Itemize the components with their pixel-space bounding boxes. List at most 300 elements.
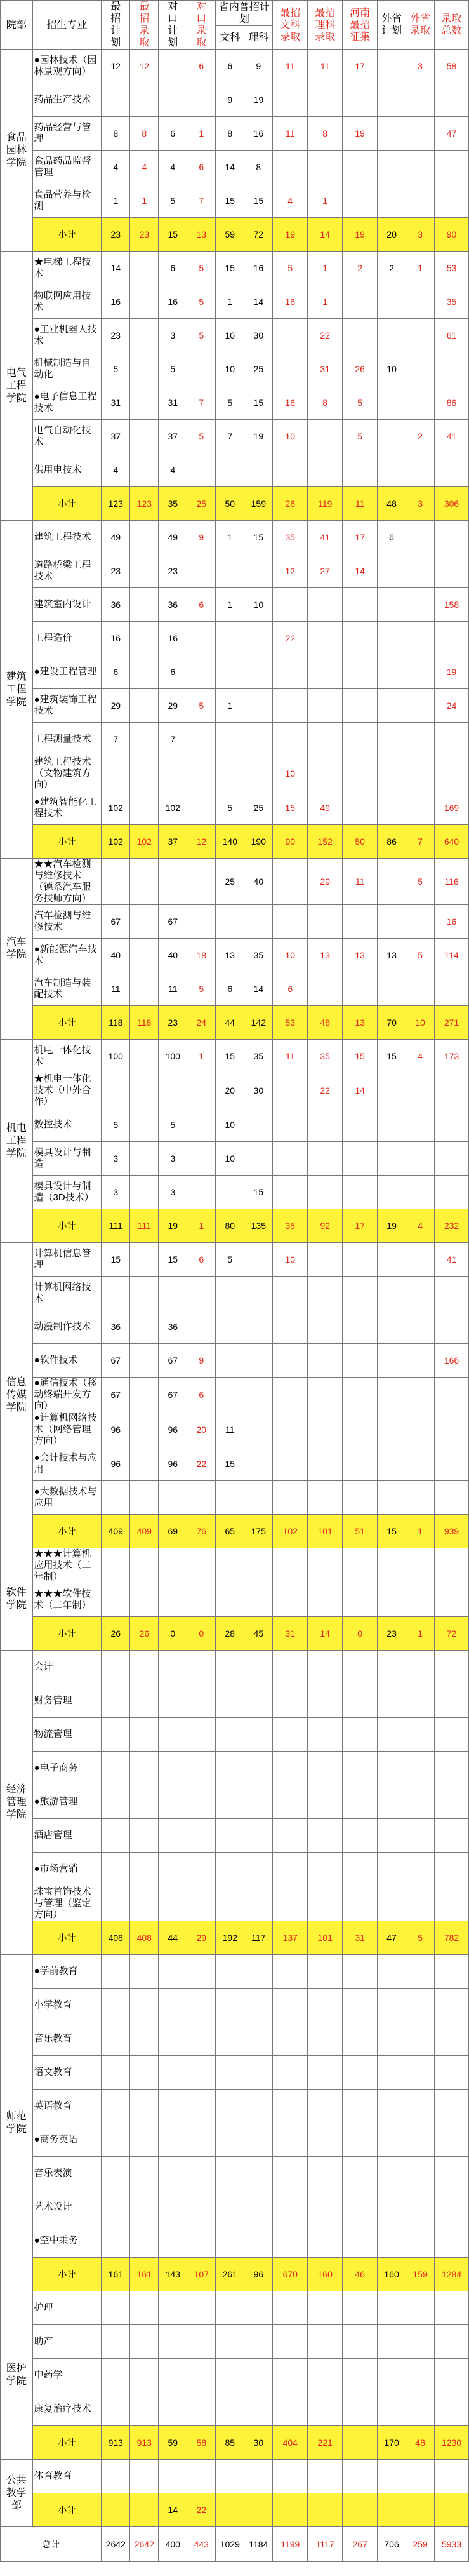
cell-value [406, 2022, 435, 2056]
major-name: 工程造价 [32, 622, 102, 655]
cell-value [343, 2392, 378, 2426]
cell-value [406, 1886, 435, 1921]
grand-total-value: 5933 [435, 2527, 469, 2562]
subtotal-value: 161 [130, 2258, 159, 2291]
cell-value [187, 2022, 216, 2056]
cell-value [343, 1853, 378, 1886]
cell-value [308, 2123, 343, 2157]
cell-value: 20 [216, 1073, 244, 1108]
subtotal-value [216, 2493, 244, 2527]
subtotal-label: 小计 [32, 1921, 102, 1955]
cell-value [378, 2224, 406, 2258]
cell-value: 100 [102, 1040, 130, 1073]
header-line: 外省 [381, 13, 402, 24]
cell-value [343, 453, 378, 487]
cell-value [378, 1785, 406, 1819]
table-row [1, 117, 469, 151]
cell-value [378, 1684, 406, 1718]
cell-value: 13 [378, 939, 406, 972]
cell-value: 4 [273, 184, 308, 218]
cell-value [244, 453, 273, 487]
cell-value [406, 655, 435, 689]
cell-value [216, 1819, 244, 1853]
cell-value [159, 1481, 187, 1515]
major-name: 模具设计与制造 [32, 1142, 102, 1176]
cell-value: 35 [244, 1040, 273, 1073]
table-row [1, 420, 469, 453]
cell-value [244, 1651, 273, 1684]
cell-value [102, 2090, 130, 2123]
cell-value [130, 2359, 159, 2392]
cell-value [308, 1989, 343, 2022]
cell-value [343, 1412, 378, 1447]
cell-value [216, 622, 244, 655]
cell-value: 19 [244, 83, 273, 117]
cell-value [216, 905, 244, 939]
cell-value [130, 905, 159, 939]
header-line: 录取 [410, 25, 431, 36]
subtotal-value: 159 [244, 487, 273, 521]
cell-value [130, 1819, 159, 1853]
cell-value [435, 2325, 469, 2359]
cell-value: 19 [435, 655, 469, 689]
cell-value: 15 [102, 1243, 130, 1277]
grand-total-value: 706 [378, 2527, 406, 2562]
subtotal-value: 14 [159, 2493, 187, 2527]
cell-value [102, 1073, 130, 1108]
cell-value: 6 [187, 588, 216, 622]
major-name: 建筑工程技术（文物建筑方向） [32, 756, 102, 791]
cell-value: 3 [159, 1142, 187, 1176]
cell-value [406, 1310, 435, 1344]
cell-value [435, 972, 469, 1006]
cell-value [273, 2056, 308, 2090]
cell-value [378, 1955, 406, 1989]
cell-value [343, 1886, 378, 1921]
subtotal-value: 408 [102, 1921, 130, 1955]
cell-value [244, 905, 273, 939]
cell-value [102, 1752, 130, 1785]
cell-value: 3 [159, 1176, 187, 1209]
cell-value: 27 [308, 554, 343, 588]
major-name: ●建筑装饰工程技术 [32, 689, 102, 723]
college-name: 师范学院 [1, 1955, 33, 2291]
cell-value [244, 2325, 273, 2359]
cell-value [435, 2056, 469, 2090]
subtotal-value: 85 [216, 2426, 244, 2460]
cell-value [159, 2392, 187, 2426]
subtotal-value: 404 [273, 2426, 308, 2460]
college-name: 软件学院 [1, 1548, 33, 1651]
cell-value [159, 2056, 187, 2090]
major-name: ●园林技术（园林景观方向） [32, 50, 102, 83]
subtotal-value: 111 [130, 1209, 159, 1243]
table-row [1, 83, 469, 117]
cell-value [130, 1548, 159, 1583]
cell-value: 41 [435, 1243, 469, 1277]
header-line: 招 [139, 13, 150, 24]
cell-value [216, 554, 244, 588]
cell-value: 19 [343, 117, 378, 151]
subtotal-value: 69 [159, 1515, 187, 1548]
cell-value [273, 1277, 308, 1310]
cell-value: 166 [435, 1344, 469, 1378]
cell-value [435, 453, 469, 487]
major-name: 道路桥梁工程技术 [32, 554, 102, 588]
cell-value [308, 1108, 343, 1142]
cell-value [216, 723, 244, 756]
cell-value [102, 1684, 130, 1718]
subtotal-value: 137 [273, 1921, 308, 1955]
cell-value: 58 [435, 50, 469, 83]
cell-value: 10 [273, 1243, 308, 1277]
cell-value [273, 1886, 308, 1921]
cell-value [130, 1989, 159, 2022]
cell-value [187, 1718, 216, 1752]
table-row [1, 1752, 469, 1785]
subtotal-value: 19 [378, 1209, 406, 1243]
cell-value [130, 1176, 159, 1209]
cell-value [378, 2291, 406, 2325]
cell-value [273, 83, 308, 117]
cell-value [159, 2359, 187, 2392]
subtotal-label: 小计 [32, 2426, 102, 2460]
cell-value [273, 588, 308, 622]
cell-value [308, 1481, 343, 1515]
cell-value [378, 1176, 406, 1209]
table-row [1, 1886, 469, 1921]
cell-value [187, 2359, 216, 2392]
header-dk-plan [159, 1, 187, 50]
cell-value [378, 386, 406, 420]
cell-value [187, 2460, 216, 2493]
cell-value: 67 [159, 1344, 187, 1378]
cell-value [378, 791, 406, 825]
cell-value: 11 [273, 50, 308, 83]
cell-value [130, 1378, 159, 1412]
cell-value [435, 723, 469, 756]
cell-value [244, 1412, 273, 1447]
cell-value: 1 [308, 184, 343, 218]
cell-value [308, 1412, 343, 1447]
major-name: ●旅游管理 [32, 1785, 102, 1819]
major-name: 珠宝首饰技术与管理（鉴定方向） [32, 1886, 102, 1921]
cell-value: 22 [273, 622, 308, 655]
subtotal-value: 17 [343, 1209, 378, 1243]
cell-value [102, 83, 130, 117]
cell-value [378, 905, 406, 939]
cell-value [130, 1684, 159, 1718]
cell-value [216, 1886, 244, 1921]
cell-value [102, 1819, 130, 1853]
cell-value [130, 2123, 159, 2157]
cell-value [273, 1853, 308, 1886]
subtotal-label: 小计 [32, 1209, 102, 1243]
cell-value: 5 [216, 1243, 244, 1277]
cell-value: 41 [308, 521, 343, 554]
cell-value: 173 [435, 1040, 469, 1073]
cell-value [378, 2056, 406, 2090]
subtotal-value: 118 [102, 1006, 130, 1040]
major-name: 动漫制作技术 [32, 1310, 102, 1344]
cell-value [406, 386, 435, 420]
cell-value [130, 1040, 159, 1073]
cell-value [273, 1752, 308, 1785]
cell-value: 10 [216, 319, 244, 352]
cell-value [187, 1481, 216, 1515]
cell-value [308, 588, 343, 622]
cell-value [216, 2460, 244, 2493]
cell-value: 15 [244, 386, 273, 420]
major-name: 英语教育 [32, 2090, 102, 2123]
cell-value [216, 2392, 244, 2426]
header-line: 计划 [381, 25, 402, 36]
cell-value [216, 2022, 244, 2056]
cell-value [102, 1548, 130, 1583]
cell-value [159, 756, 187, 791]
cell-value: 18 [187, 939, 216, 972]
subtotal-value: 1 [406, 1617, 435, 1651]
cell-value [159, 1651, 187, 1684]
cell-value [130, 352, 159, 386]
cell-value [244, 1344, 273, 1378]
cell-value [273, 1684, 308, 1718]
cell-value [159, 1718, 187, 1752]
cell-value [378, 1344, 406, 1378]
table-row [1, 1684, 469, 1718]
cell-value: 6 [187, 1243, 216, 1277]
cell-value: 14 [244, 285, 273, 319]
cell-value: 36 [159, 1310, 187, 1344]
cell-value [343, 2325, 378, 2359]
cell-value [435, 1886, 469, 1921]
cell-value [244, 2056, 273, 2090]
table-row [1, 1447, 469, 1481]
subtotal-value [308, 2493, 343, 2527]
cell-value: 15 [159, 1243, 187, 1277]
cell-value [244, 723, 273, 756]
subtotal-value [406, 2493, 435, 2527]
cell-value: 3 [102, 1142, 130, 1176]
cell-value [343, 2022, 378, 2056]
cell-value [130, 689, 159, 723]
header-line: 最招 [280, 7, 301, 18]
cell-value [343, 1176, 378, 1209]
cell-value: 11 [273, 117, 308, 151]
cell-value [187, 1651, 216, 1684]
cell-value [102, 2123, 130, 2157]
cell-value [159, 2460, 187, 2493]
cell-value [273, 1819, 308, 1853]
cell-value [406, 1073, 435, 1108]
cell-value [435, 1583, 469, 1617]
cell-value [216, 2123, 244, 2157]
cell-value [102, 2056, 130, 2090]
cell-value [378, 2359, 406, 2392]
cell-value [187, 2056, 216, 2090]
subtotal-value: 86 [378, 825, 406, 859]
subtotal-value: 7 [406, 825, 435, 859]
cell-value: 15 [216, 184, 244, 218]
cell-value [159, 2090, 187, 2123]
cell-value: 9 [187, 521, 216, 554]
cell-value: 2 [406, 420, 435, 453]
cell-value [406, 1142, 435, 1176]
cell-value [273, 1108, 308, 1142]
cell-value: 5 [102, 1108, 130, 1142]
cell-value [244, 1447, 273, 1481]
cell-value: 67 [159, 905, 187, 939]
cell-value [308, 1785, 343, 1819]
cell-value [273, 2460, 308, 2493]
cell-value [343, 1651, 378, 1684]
cell-value [273, 2325, 308, 2359]
subtotal-value [343, 2493, 378, 2527]
cell-value [378, 2392, 406, 2426]
subtotal-value: 101 [308, 1515, 343, 1548]
grand-total-value: 2642 [130, 2527, 159, 2562]
cell-value [130, 939, 159, 972]
cell-value [244, 1785, 273, 1819]
major-name: 供用电技术 [32, 453, 102, 487]
subtotal-value: 1 [187, 1209, 216, 1243]
cell-value [435, 2392, 469, 2426]
table-row [1, 386, 469, 420]
cell-value [378, 1583, 406, 1617]
cell-value [308, 1752, 343, 1785]
cell-value [406, 791, 435, 825]
subtotal-value: 23 [159, 1006, 187, 1040]
cell-value: 29 [159, 689, 187, 723]
cell-value [187, 1548, 216, 1583]
cell-value [244, 1853, 273, 1886]
cell-value [435, 756, 469, 791]
cell-value [378, 1412, 406, 1447]
subtotal-label: 小计 [32, 1515, 102, 1548]
table-row [1, 1378, 469, 1412]
cell-value [273, 1073, 308, 1108]
cell-value: 8 [244, 151, 273, 184]
header-line: 招 [110, 13, 121, 24]
cell-value [130, 521, 159, 554]
table-row [1, 1412, 469, 1447]
major-name: 会计 [32, 1651, 102, 1684]
cell-value [130, 1412, 159, 1447]
cell-value [308, 756, 343, 791]
table-row [1, 1989, 469, 2022]
cell-value [244, 1310, 273, 1344]
subtotal-row [1, 2493, 469, 2527]
cell-value [244, 1819, 273, 1853]
cell-value [130, 420, 159, 453]
cell-value [130, 2291, 159, 2325]
cell-value [187, 1989, 216, 2022]
cell-value [343, 1989, 378, 2022]
major-name: 建筑室内设计 [32, 588, 102, 622]
cell-value: 5 [187, 972, 216, 1006]
cell-value: 61 [435, 319, 469, 352]
cell-value: 11 [308, 50, 343, 83]
subtotal-value [130, 2493, 159, 2527]
cell-value [378, 1989, 406, 2022]
cell-value: 8 [102, 117, 130, 151]
table-row [1, 50, 469, 83]
cell-value [435, 1447, 469, 1481]
table-row [1, 1310, 469, 1344]
cell-value: 4 [130, 151, 159, 184]
major-name: 药品经营与管理 [32, 117, 102, 151]
cell-value [378, 1752, 406, 1785]
cell-value [406, 352, 435, 386]
cell-value: 5 [343, 386, 378, 420]
cell-value: 17 [343, 521, 378, 554]
cell-value: 100 [159, 1040, 187, 1073]
cell-value [273, 723, 308, 756]
subtotal-value: 160 [378, 2258, 406, 2291]
cell-value: 24 [435, 689, 469, 723]
grand-total-value: 1199 [273, 2527, 308, 2562]
cell-value [308, 1243, 343, 1277]
cell-value [378, 285, 406, 319]
cell-value: 35 [244, 939, 273, 972]
cell-value [216, 2325, 244, 2359]
subtotal-value [102, 2493, 130, 2527]
subtotal-value: 51 [343, 1515, 378, 1548]
cell-value [435, 1785, 469, 1819]
subtotal-value: 96 [244, 2258, 273, 2291]
cell-value [273, 453, 308, 487]
table-row [1, 655, 469, 689]
cell-value: 5 [187, 689, 216, 723]
cell-value: 10 [378, 352, 406, 386]
cell-value [216, 1989, 244, 2022]
cell-value: 11 [273, 1040, 308, 1073]
cell-value [273, 2392, 308, 2426]
cell-value [244, 1718, 273, 1752]
table-row [1, 1955, 469, 1989]
cell-value [130, 1277, 159, 1310]
cell-value: 1 [187, 1040, 216, 1073]
cell-value: 15 [244, 521, 273, 554]
cell-value [159, 1819, 187, 1853]
cell-value [216, 1853, 244, 1886]
cell-value [216, 453, 244, 487]
cell-value: 5 [406, 859, 435, 905]
cell-value [244, 2022, 273, 2056]
cell-value: 36 [159, 588, 187, 622]
cell-value [187, 2224, 216, 2258]
cell-value: 3 [102, 1176, 130, 1209]
cell-value [273, 2022, 308, 2056]
cell-value [102, 2325, 130, 2359]
cell-value [406, 319, 435, 352]
cell-value: 14 [343, 1073, 378, 1108]
cell-value: 15 [216, 1040, 244, 1073]
table-row [1, 939, 469, 972]
cell-value [308, 2460, 343, 2493]
subtotal-row [1, 218, 469, 252]
cell-value [159, 2157, 187, 2190]
cell-value [187, 2190, 216, 2224]
cell-value: 25 [244, 352, 273, 386]
cell-value [435, 1073, 469, 1108]
cell-value: 35 [273, 521, 308, 554]
cell-value [435, 1548, 469, 1583]
header-line: 录取 [315, 31, 336, 43]
college-name: 建筑工程学院 [1, 521, 33, 859]
subtotal-label: 小计 [32, 487, 102, 521]
cell-value [435, 2291, 469, 2325]
